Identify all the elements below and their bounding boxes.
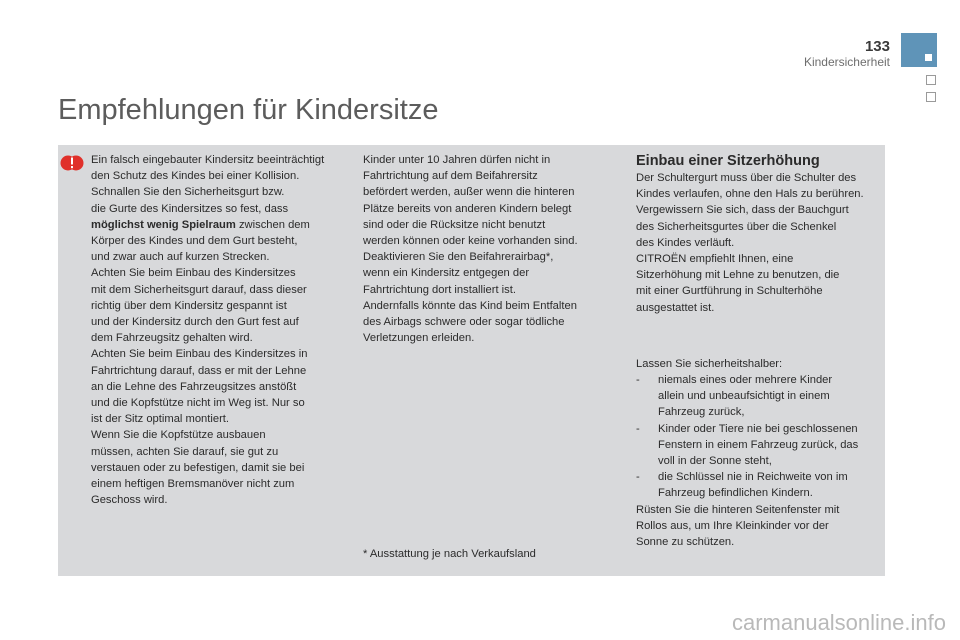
list-item-line: Kinder oder Tiere nie bei geschlossenen [658,422,858,435]
col3-line: ausgestattet ist. [636,301,715,314]
bullet-dash: - [636,422,640,435]
col1-line: Geschoss wird. [91,494,168,507]
col3-line: CITROËN empfiehlt Ihnen, eine [636,253,794,266]
col3-line: Vergewissern Sie sich, dass der Bauchgurt [636,204,849,217]
tab-dot [925,54,932,61]
col1-line: ist der Sitz optimal montiert. [91,413,230,426]
list-item-line: voll in der Sonne steht, [658,455,772,468]
col1-line: dem Fahrzeugsitz gehalten wird. [91,332,253,345]
page-number: 133 [864,38,890,55]
col1-line: und der Kindersitz durch den Gurt fest auf [91,316,299,329]
page-title: Empfehlungen für Kindersitze [58,94,439,126]
col3-closing-line: Rollos aus, um Ihre Kleinkinder vor der [636,519,829,532]
column-child-seat-fitting [91,152,336,508]
list-item-line: Fahrzeug befindlichen Kindern. [658,487,813,500]
col3-closing [636,502,881,551]
section-label: Kindersicherheit [803,55,890,69]
col2-line: sind oder die Rücksitze nicht benutzt [363,218,546,231]
col3-closing-line: Rüsten Sie die hinteren Seitenfenster mit [636,503,840,516]
col2-line: Plätze bereits von anderen Kindern belegt [363,202,572,215]
col2-line: werden können oder keine vorhanden sind. [363,235,578,248]
col2-line: Verletzungen erleiden. [363,332,475,345]
bullet-dash: - [636,471,640,484]
col1-line: an die Lehne des Fahrzeugsitzes anstößt [91,380,297,393]
col1-line: die Gurte des Kindersitzes so fest, dass [91,202,289,215]
col2-line: befördert werden, außer wenn die hinteren [363,186,575,199]
col1-line-bold [91,217,336,233]
col3-line: des Sicherheitsgurtes über die Schenkel [636,220,837,233]
col1-line: Wenn Sie die Kopfstütze ausbauen [91,429,266,442]
content-panel [58,145,885,576]
col1-line: Ein falsch eingebauter Kindersitz beeinträchtigt [91,154,325,166]
col1-line: den Schutz des Kindes bei einer Kollision. [91,170,300,183]
col2-line: wenn ein Kindersitz entgegen der [363,267,530,280]
col1-line: Körper des Kindes und dem Gurt besteht, [91,235,298,248]
warning-icon [60,154,84,172]
col2-lines [363,152,608,346]
col3-line: Der Schultergurt muss über die Schulter des [636,172,857,184]
booster-heading: Einbau einer Sitzerhöhung [636,153,820,169]
list-item [636,372,881,421]
col1-line: verstauen oder zu befestigen, damit sie bei [91,461,305,474]
col2-line: Kinder unter 10 Jahren dürfen nicht in [363,154,551,166]
bold-phrase: möglichst wenig Spielraum [91,218,236,231]
list-item-line: allein und unbeaufsichtigt in einem [658,390,830,403]
col3-line: Kindes verlaufen, ohne den Hals zu berühren. [636,188,864,201]
column-booster-seat [636,152,881,550]
list-item [636,421,881,470]
section-tab-outline-2 [926,92,936,102]
col1-line: Schnallen Sie den Sicherheitsgurt bzw. [91,186,285,199]
col2-line: des Airbags schwere oder sogar tödliche [363,316,565,329]
list-item-line: Fenstern in einem Fahrzeug zurück, das [658,438,859,451]
col1-line: einem heftigen Bremsmanöver nicht zum [91,478,295,491]
col3-closing-line: Sonne zu schützen. [636,536,735,549]
col2-line: Andernfalls könnte das Kind beim Entfalten [363,299,577,312]
col1-line: richtig über dem Kindersitz gespannt ist [91,299,287,312]
column-front-passenger [363,152,608,346]
col2-line: Deaktivieren Sie den Beifahrerairbag*, [363,251,554,264]
col3-line: mit einer Gurtführung in Schulterhöhe [636,285,823,298]
footnote: * Ausstattung je nach Verkaufsland [363,548,536,560]
col1-line: mit dem Sicherheitsgurt darauf, dass dieser [91,283,307,296]
safety-list [636,372,881,502]
list-item-line: Fahrzeug zurück, [658,406,745,419]
list-item-line: niemals eines oder mehrere Kinder [658,374,833,387]
col3-line: Sitzerhöhung mit Lehne zu benutzen, die [636,269,840,282]
spacer [636,316,881,356]
col1-line: müssen, achten Sie darauf, sie gut zu [91,445,279,458]
list-item [636,469,881,501]
watermark: carmanualsonline.info [731,610,946,635]
col1-line: Fahrtrichtung darauf, dass er mit der Lehne [91,364,307,377]
section-tab-outline-1 [926,75,936,85]
col1-line: Achten Sie beim Einbau des Kindersitzes [91,267,296,280]
col1-rest [91,233,336,508]
list-item-line: die Schlüssel nie in Reichweite von im [658,471,848,484]
bullet-dash: - [636,374,640,387]
col1-after-bold: zwischen dem [235,218,310,231]
section-tab-active [901,33,937,67]
col1-line: und zwar auch auf kurzen Strecken. [91,251,270,264]
col3-lines [636,170,881,316]
col3-line: des Kindes verläuft. [636,236,735,249]
col1-line: und die Kopfstütze nicht im Weg ist. Nur so [91,397,305,410]
col2-line: Fahrtrichtung dort installiert ist. [363,283,516,296]
col1-line: Achten Sie beim Einbau des Kindersitzes in [91,348,308,361]
col2-line: Fahrtrichtung auf dem Beifahrersitz [363,170,538,183]
col3-intro: Lassen Sie sicherheitshalber: [636,357,783,370]
